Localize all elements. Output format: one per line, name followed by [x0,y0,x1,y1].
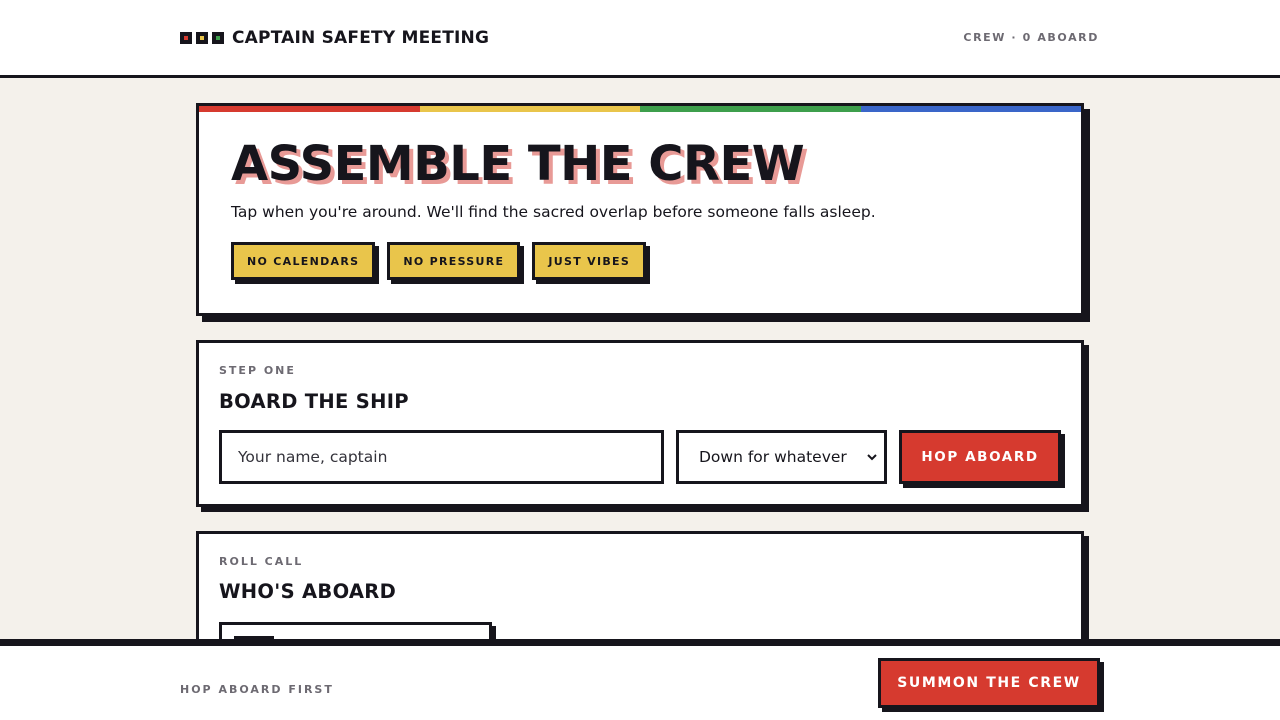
stripe-yellow [420,106,641,112]
mood-select[interactable] [676,430,887,484]
brand-dots [180,32,224,44]
roll-call-title: WHO'S ABOARD [219,580,397,603]
mood-select-value: Down for whatever [699,448,847,466]
step-eyebrow: STEP ONE [219,364,296,377]
chevron-down-icon [865,450,879,464]
hero-subtitle: Tap when you're around. We'll find the sacred overlap before someone falls asleep. [231,203,876,221]
roll-call-eyebrow: ROLL CALL [219,555,304,568]
top-bar [0,0,1280,78]
crew-count-status: CREW · 0 ABOARD [963,31,1099,44]
brand [180,27,489,49]
hop-aboard-button[interactable]: HOP ABOARD [899,430,1061,484]
stripe-red [199,106,420,112]
color-stripe [199,106,1081,112]
chip-just-vibes: JUST VIBES [532,242,646,280]
footer-hint: HOP ABOARD FIRST [180,683,334,696]
summon-crew-button[interactable]: SUMMON THE CREW [878,658,1100,708]
bottom-bar [0,639,1280,720]
chip-no-calendars: NO CALENDARS [231,242,375,280]
yellow-square-icon [196,32,208,44]
board-card [196,340,1084,507]
name-input[interactable] [219,430,664,484]
chip-no-pressure: NO PRESSURE [387,242,520,280]
board-title: BOARD THE SHIP [219,390,409,413]
green-square-icon [212,32,224,44]
hero-card [196,103,1084,316]
stripe-green [640,106,861,112]
chip-row [231,242,646,280]
red-square-icon [180,32,192,44]
hero-title: ASSEMBLE THE CREW [231,136,805,192]
stripe-blue [861,106,1082,112]
app-title: CAPTAIN SAFETY MEETING [232,28,490,48]
